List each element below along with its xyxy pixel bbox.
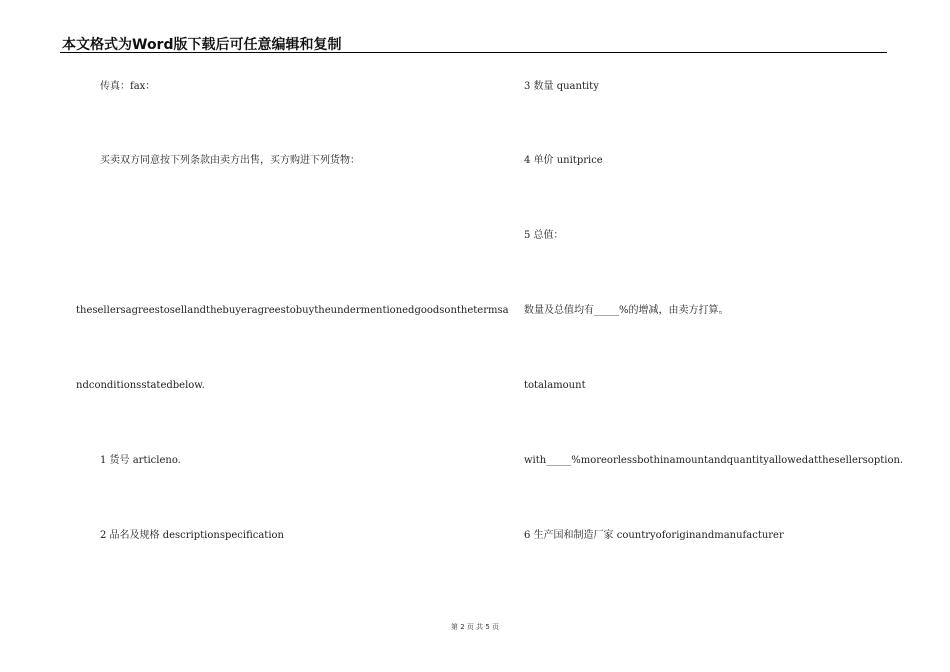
header-divider [60, 52, 887, 53]
document-header-title: 本文格式为Word版下载后可任意编辑和复制 [62, 37, 342, 53]
item-quantity: 3 数量 quantity [524, 81, 599, 92]
tolerance-clause-cn: 数量及总值均有_____%的增减，由卖方打算。 [524, 305, 729, 316]
agreement-intro-en-2: ndconditionsstatedbelow. [76, 380, 205, 391]
fax-line: 传真：fax： [100, 81, 156, 92]
page-number: 第 2 页 共 5 页 [450, 623, 500, 631]
agreement-intro-en-1: thesellersagreestosellandthebuyeragreestobuytheundermentionedgoodsonthetermsa [76, 305, 509, 316]
item-description: 2 品名及规格 descriptionspecification [100, 530, 284, 541]
item-article-no: 1 货号 articleno. [100, 455, 181, 466]
agreement-intro-cn: 买卖双方同意按下列条款由卖方出售，买方购进下列货物： [100, 155, 360, 166]
total-amount-label: totalamount [524, 380, 586, 391]
item-total-value: 5 总值： [524, 230, 564, 241]
item-unit-price: 4 单价 unitprice [524, 155, 603, 166]
tolerance-clause-en: with_____%moreorlessbothinamountandquantityallowedatthesellersoption. [524, 455, 904, 466]
item-country-of-origin: 6 生产国和制造厂家 countryoforiginandmanufacturer [524, 530, 784, 541]
